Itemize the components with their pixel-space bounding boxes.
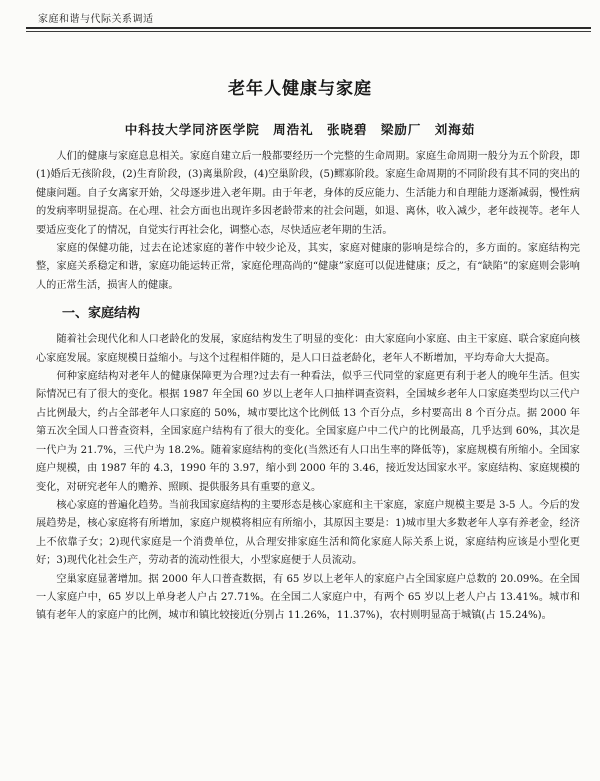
article-body — [36, 148, 580, 626]
intro-paragraph: 人们的健康与家庭息息相关。家庭自建立后一般都要经历一个完整的生命周期。家庭生命周期一般分为五个阶段，即(1)婚后无孩阶段，(2)生育阶段，(3)离巢阶段，(4)空巢阶段，(5)鳏寡阶段。家庭生命周期的不同阶段有其不同的突出的健康问题。自子女离家开始，父母逐步进入老年期。由于年老，身体的反应能力、生活能力和自理能力逐渐减弱，慢性病的发病率明显提高。在心理、社会方面也出现许多因老龄带来的社会问题，如退、离休，收入减少，老年歧视等。老年人要适应变化了的情况，自觉实行再社会化，调整心态，尽快适应老年期的生活。 — [36, 151, 580, 236]
article-title: 老年人健康与家庭 — [228, 79, 372, 99]
author-line: 中科技大学同济医学院 周浩礼 张晓碧 梁励厂 刘海茹 — [124, 122, 476, 137]
section-paragraph: 何种家庭结构对老年人的健康保障更为合理?过去有一种看法，似乎三代同堂的家庭更有利于老人的晚年生活。但实际情况已有了很大的变化。根据 1987 年全国 60 岁以上老年人口抽样调查资料，全国城乡老年人口家庭类型均以三代户占比例最大，约占全部老年人口家庭的 50%，城市要比这个比例低 13 个百分点，乡村要高出 8 个百分点。据 2000 年第五次全国人口普查资料，全国家庭户结构有了很大的变化。全国家庭户中二代户的比例最高，几乎达到 60%，其次是一代户为 21.7%，三代户为 18.2%。随着家庭结构的变化(当然还有人口出生率的降低等)，家庭规模有所缩小。全国家庭户规模，由 1987 年的 4.3，1990 年的 3.97，缩小到 2000 年的 3.46，接近发达国家水平。家庭结构、家庭规模的变化，对研究老年人的赡养、照顾、提供服务具有重要的意义。 — [36, 371, 580, 493]
section-paragraph: 随着社会现代化和人口老龄化的发展，家庭结构发生了明显的变化：由大家庭向小家庭、由主干家庭、联合家庭向核心家庭发展。家庭规模日益缩小。与这个过程相伴随的，是人口日益老龄化，老年人不断增加，平均寿命大大提高。 — [36, 334, 580, 364]
header-rule — [26, 27, 591, 29]
header-rule-thin — [26, 31, 591, 32]
section-heading: 一、家庭结构 — [62, 306, 141, 322]
intro-paragraph: 家庭的保健功能，过去在论述家庭的著作中较少论及，其实，家庭对健康的影响是综合的，多方面的。家庭结构完整，家庭关系稳定和谐，家庭功能运转正常，家庭伦理高尚的“健康”家庭可以促进健康；反之，有“缺陷”的家庭则会影响人的正常生活，损害人的健康。 — [36, 243, 580, 291]
running-header: 家庭和谐与代际关系调适 — [38, 14, 154, 25]
section-paragraph: 空巢家庭显著增加。据 2000 年人口普查数据，有 65 岁以上老年人的家庭户占全国家庭户总数的 20.09%。在全国一人家庭户中，65 岁以上单身老人户占 27.71%。在全国二人家庭户中，有两个 65 岁以上老人户占 13.41%。城市和镇有老年人的家庭户的比例，城市和镇比较接近(分别占 11.26%，11.37%)，农村则明显高于城镇(占 15.24%)。 — [36, 573, 580, 622]
section-paragraph: 核心家庭的普遍化趋势。当前我国家庭结构的主要形态是核心家庭和主干家庭，家庭户规模主要是 3-5 人。今后的发展趋势是，核心家庭将有所增加，家庭户规模将相应有所缩小，其原因主要是：1)城市里大多数老年人享有养老金，经济上不依靠子女；2)现代家庭是一个消费单位，从合理安排家庭生活和简化家庭人际关系上说，家庭结构应该是小型化更好；3)现代化社会生产，劳动者的流动性很大，小型家庭便于人员流动。 — [36, 499, 580, 567]
